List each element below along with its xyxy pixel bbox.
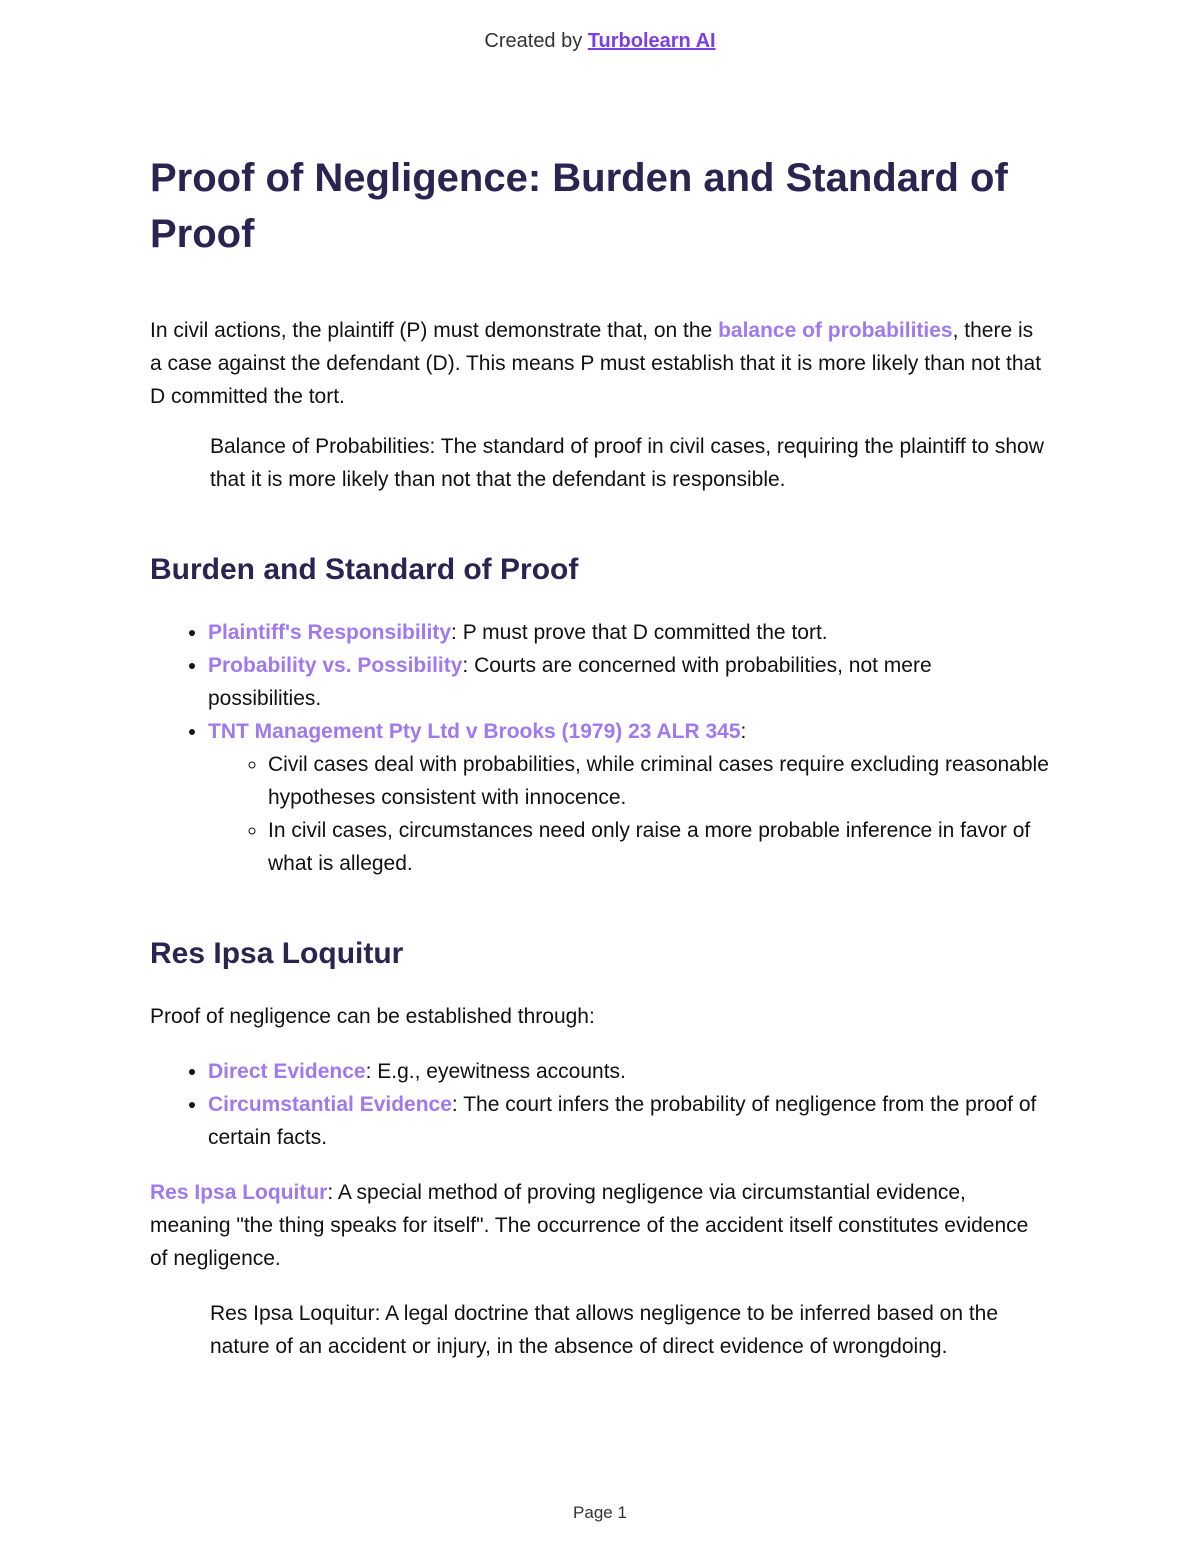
sub-list-item: ◦ In civil cases, circumstances need only raise a more probable inference in favor of what is alleged.: [268, 814, 1050, 880]
list-item-term: Circumstantial Evidence: [208, 1093, 452, 1116]
res-ipsa-definition-callout: Res Ipsa Loquitur: A legal doctrine that allows negligence to be inferred based on the nature of an accident or injury, in the absence of direct evidence of wrongdoing.: [210, 1302, 999, 1358]
definition-callout: Balance of Probabilities: The standard of proof in civil cases, requiring the plaintiff to show that it is more likely than not that the defendant is responsible.: [210, 435, 1044, 491]
list-item: [208, 616, 1050, 649]
list-item-term: TNT Management Pty Ltd v Brooks (1979) 23 ALR 345: [208, 720, 741, 743]
list-item-term: Probability vs. Possibility: [208, 654, 463, 677]
res-ipsa-lead: Proof of negligence can be established through:: [150, 1005, 595, 1028]
res-ipsa-text: : A special method of proving negligence via circumstantial evidence, meaning "the thing speaks for itself". The occurrence of the accident itself constitutes evidence of negligence.: [150, 1181, 1029, 1270]
list-item-text: : The court infers the probability of negligence from the proof of certain facts.: [208, 1093, 1037, 1149]
turbolearn-link[interactable]: Turbolearn AI: [587, 30, 716, 52]
res-ipsa-paragraph: [150, 1176, 1050, 1275]
res-ipsa-term: Res Ipsa Loquitur: [150, 1181, 328, 1204]
list-item: [208, 1088, 1050, 1154]
list-item-text: : E.g., eyewitness accounts.: [365, 1060, 626, 1083]
intro-text-2: , there is a case against the defendant (D). This means P must establish that it is more likely than not that D committed the tort.: [150, 319, 1042, 408]
section-heading-burden: Burden and Standard of Proof: [150, 553, 579, 586]
intro-text-1: In civil actions, the plaintiff (P) must demonstrate that, on the: [150, 319, 719, 342]
list-item: [208, 715, 1050, 880]
section-heading-res-ipsa: Res Ipsa Loquitur: [150, 937, 404, 970]
intro-paragraph: [150, 314, 1050, 413]
highlight-term: balance of probabilities: [718, 319, 953, 342]
evidence-list: [150, 1055, 1050, 1154]
list-item: [208, 1055, 1050, 1088]
list-item-text: :: [740, 720, 747, 743]
sub-list: [208, 748, 1050, 880]
list-item-term: Direct Evidence: [208, 1060, 366, 1083]
sub-list-item: ◦ Civil cases deal with probabilities, while criminal cases require excluding reasonable hypotheses consistent with innocence.: [268, 748, 1050, 814]
document-body: [150, 150, 1050, 1363]
list-item-term: Plaintiff's Responsibility: [208, 621, 452, 644]
list-item-text: : Courts are concerned with probabilities, not mere possibilities.: [208, 654, 932, 710]
page-number: Page 1: [573, 1503, 627, 1522]
page-title: Proof of Negligence: Burden and Standard of Proof: [150, 156, 1008, 256]
header-prefix: Created by: [484, 30, 588, 52]
page-header: [0, 30, 1200, 53]
list-item-text: : P must prove that D committed the tort.: [451, 621, 828, 644]
burden-list: [150, 616, 1050, 880]
list-item: [208, 649, 1050, 715]
